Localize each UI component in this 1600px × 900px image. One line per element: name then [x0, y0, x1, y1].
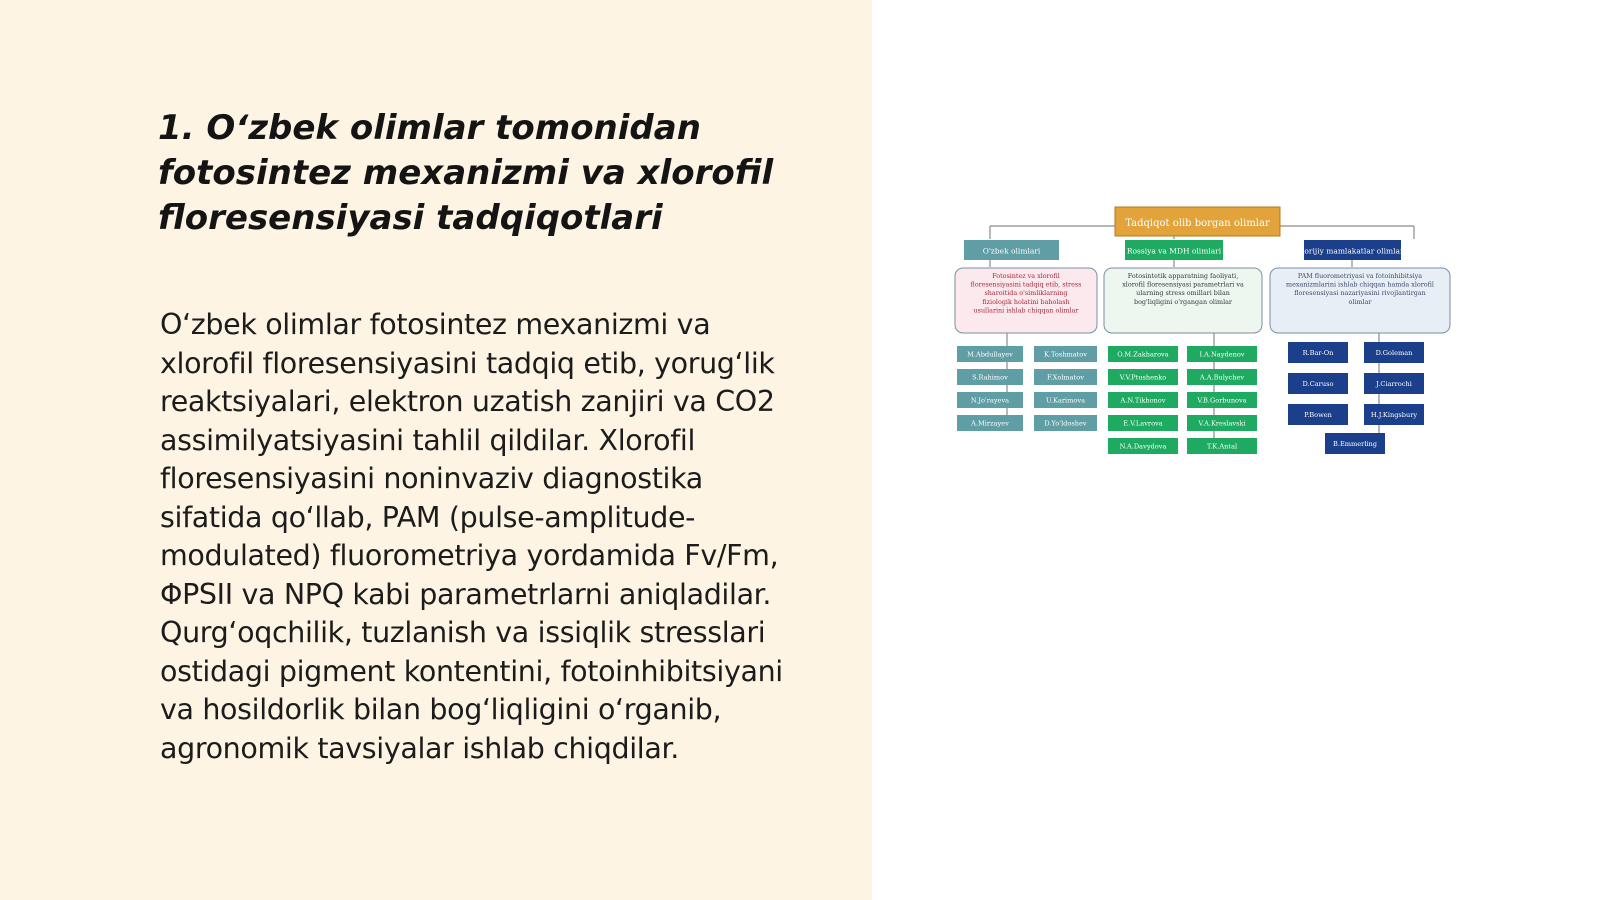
scientist-name: V.A.Kreslavski [1198, 419, 1246, 428]
scientist-name: M.Abdullayev [967, 350, 1013, 359]
scientist-name: I.A.Naydenov [1199, 350, 1245, 359]
group-1-description: Fotosintez va xlorofil floresensiyasini tadqiq etib, stress sharoitida o'simliklarning fiziologik holatini baholash usullarini ishlab chiqqan olimlar [970, 272, 1082, 315]
scientist-name: T.K.Antal [1206, 442, 1238, 451]
scientist-name: U.Karimova [1045, 396, 1086, 405]
body-line: ΦPSII va NPQ kabi parametrlarni aniqladilar. [160, 577, 772, 611]
scientist-name: A.A.Bulychev [1199, 373, 1245, 382]
group-2-header: Rossiya va MDH olimlari [1126, 246, 1222, 256]
scientist-name: V.V.Ptushenko [1119, 373, 1167, 382]
scientist-name: N.A.Davydova [1119, 442, 1167, 451]
body-line: Qurg‘oqchilik, tuzlanish va issiqlik stresslari [160, 616, 766, 649]
scientist-name: D.Goleman [1375, 349, 1413, 357]
body-line: floresensiyasini noninvaziv diagnostika [160, 462, 703, 495]
group-3-header: Xorijiy mamlakatlar olimlari [1299, 246, 1406, 256]
scientist-name: K.Toshmatov [1043, 350, 1088, 359]
scientist-name: S.Rahimov [972, 373, 1008, 382]
body-line: modulated) fluorometriya yordamida Fv/Fm, [160, 539, 779, 572]
scientists-hierarchy-diagram [952, 205, 1452, 467]
title-line: floresensiyasi tadqiqotlari [158, 198, 663, 238]
hierarchy-diagram-svg [952, 205, 1452, 467]
body-line: O‘zbek olimlar fotosintez mexanizmi va [160, 308, 711, 341]
scientist-name: F.Xolmatov [1047, 373, 1084, 382]
group-2-description: Fotosintetik apparatning faoliyati, xlorofil floresensiyasi parametrlari va ularning stress omillari bilan bog'liqligini o'rgangan olimlar [1122, 272, 1244, 306]
body-line: agronomik tavsiyalar ishlab chiqdilar. [160, 731, 679, 765]
body-line: reaktsiyalari, elektron uzatish zanjiri va CO2 [160, 385, 775, 418]
slide-title [158, 106, 808, 241]
root-label: Tadqiqot olib borgan olimlar [1125, 218, 1270, 229]
title-line: 1. O‘zbek olimlar tomonidan [158, 108, 701, 148]
title-line: fotosintez mexanizmi va xlorofil [158, 153, 774, 193]
scientist-name: E.V.Lavrova [1123, 419, 1163, 428]
scientist-name: D.Caruso [1302, 380, 1334, 388]
body-line: assimilyatsiyasini tahlil qildilar. Xlorofil [160, 423, 696, 457]
group-1-header: O'zbek olimlari [982, 246, 1041, 256]
body-line: ostidagi pigment kontentini, fotoinhibitsiyani [160, 654, 783, 688]
body-line: sifatida qo‘llab, PAM (pulse-amplitude- [160, 500, 696, 534]
scientist-name: O.M.Zakharova [1117, 350, 1169, 359]
scientist-name: N.Jo'rayeva [970, 396, 1010, 405]
scientist-name: A.Mirzayev [971, 419, 1009, 428]
name-boxes [957, 342, 1424, 454]
body-line: xlorofil floresensiyasini tadqiq etib, yorug‘lik [160, 346, 775, 380]
scientist-name: J.Ciarrochi [1376, 380, 1412, 388]
body-line: va hosildorlik bilan bog‘liqligini o‘rganib, [160, 693, 722, 726]
scientist-name: A.N.Tikhonov [1120, 396, 1166, 405]
group-3-description: PAM fluorometriyasi va fotoinhibitsiya mexanizmlarini ishlab chiqqan hamda xlorofil floresensiyasi nazariyasini rivojlantirgan olimlar [1286, 272, 1434, 306]
scientist-name: D.Yo'ldoshev [1044, 419, 1087, 428]
scientist-name: B.Emmerling [1333, 440, 1377, 448]
scientist-name: V.B.Gorbunova [1197, 396, 1247, 405]
scientist-name: R.Bar-On [1302, 349, 1334, 357]
scientist-name: P.Bowen [1304, 411, 1332, 419]
slide-body-text [160, 306, 850, 768]
scientist-name: H.J.Kingsbury [1370, 411, 1418, 419]
